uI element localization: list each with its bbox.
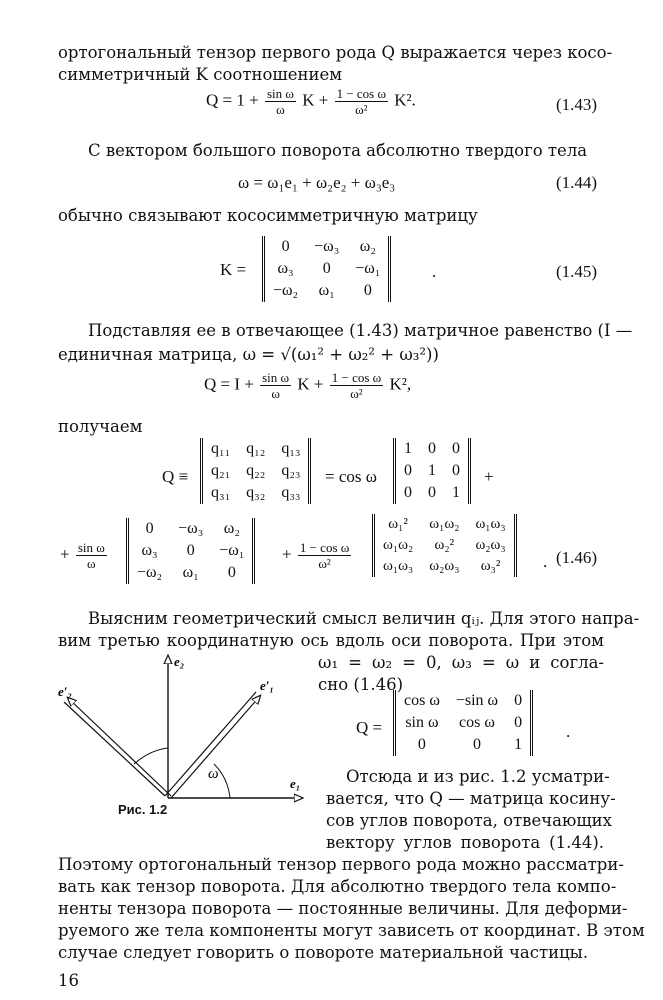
matrix-cell: 0 [363, 282, 372, 299]
matrix-cell: −ω₃ [178, 520, 204, 537]
axis-e2-prime-line-a [64, 702, 165, 796]
matrix-cell: 0 [404, 462, 412, 479]
eq146-lhs: Q ≡ [162, 467, 189, 486]
para6-line4: сно (1.46) [318, 675, 404, 694]
matrix-cell: 0 [322, 260, 331, 277]
matrix-cell: q₂₃ [281, 462, 301, 479]
para1-line2: симметричный K соотношением [58, 65, 343, 84]
eq143-f1-den: ω [276, 102, 285, 117]
eq146-second-line-mid [282, 540, 353, 571]
eq146-tail: . [543, 552, 548, 571]
matrix-cell: cos ω [404, 692, 440, 709]
para8-line1: Поэтому ортогональный тензор первого рода можно рассматри- [58, 855, 624, 874]
eq145-tail: . [432, 262, 437, 281]
para8-line3: ненты тензора поворота — постоянные величины. Для деформи- [58, 899, 628, 918]
eq143-f1-num: sin ω [266, 86, 294, 101]
para6-line1: Выясним геометрический смысл величин qᵢⱼ. Для этого напра- [88, 609, 640, 628]
eq143-f2-num: 1 − cos ω [336, 86, 387, 101]
matrix-cell: 1 [514, 736, 523, 753]
eqrot-lhs: Q = [356, 718, 383, 737]
eqq-f1-den: ω [271, 386, 280, 401]
matrix-cell: q₃₁ [211, 484, 231, 501]
matrix-cell: ω₁ω₃ [475, 516, 506, 532]
matrix-cell: −ω₃ [314, 238, 340, 255]
para6-line2: вим третью координатную ось вдоль оси поворота. При этом [58, 631, 604, 650]
matrix-cell: −sin ω [455, 692, 499, 709]
eq146-lead-plus: + [60, 544, 70, 564]
para7-line2: вается, что Q — матрица косину- [326, 789, 616, 808]
para7-line1: Отсюда и из рис. 1.2 усматри- [346, 767, 610, 786]
matrix-cell: 0 [145, 520, 154, 537]
eq145-matrix-k [262, 236, 391, 302]
eq146-fraction-2 [298, 540, 351, 571]
eq143-tail: K². [394, 90, 416, 110]
eqq-lhs: Q = I + [204, 374, 254, 394]
matrix-cell: 0 [452, 440, 460, 457]
label-e2-prime: e′₂ [58, 684, 72, 699]
para4-line2: единичная матрица, ω = √(ω₁² + ω₂² + ω₃²)) [58, 345, 439, 364]
matrix-cell: ω₁ [318, 282, 335, 299]
label-e1-prime: e′₁ [260, 678, 274, 693]
eq145-lhs: K = [220, 260, 247, 279]
eqq-mid: K + [297, 374, 324, 394]
eq146-plus-1: + [484, 467, 494, 486]
matrix-cell: 1 [452, 484, 460, 501]
eq144-number: (1.44) [556, 173, 598, 192]
figure-1-2 [52, 650, 314, 820]
matrix-cell: ω₁ω₂ [383, 537, 414, 553]
eq146-fraction-1 [76, 540, 107, 571]
matrix-cell: q₁₂ [246, 440, 266, 457]
matrix-cell: −ω₂ [137, 564, 163, 581]
rotation-arc-left [134, 748, 168, 764]
matrix-cell: ω₁ω₂ [429, 516, 460, 532]
eq143-number: (1.43) [556, 95, 598, 114]
matrix-cell: 0 [186, 542, 195, 559]
matrix-cell: 0 [452, 462, 460, 479]
matrix-cell: 0 [428, 484, 436, 501]
eq145-number: (1.45) [556, 262, 598, 281]
eq143-mid: K + [302, 90, 329, 110]
para6-line3: ω₁ = ω₂ = 0, ω₃ = ω и согла- [318, 653, 604, 672]
eq146-matrix-q [200, 438, 311, 504]
eq143-fraction-2 [335, 86, 388, 117]
eqrot-matrix [393, 690, 533, 756]
para1-line1: ортогональный тензор первого рода Q выражается через косо- [58, 43, 613, 62]
matrix-cell: 1 [404, 440, 412, 457]
matrix-cell: 0 [417, 736, 426, 753]
eqq-f1-num: sin ω [262, 370, 290, 385]
matrix-cell: 1 [428, 462, 436, 479]
equation-q-identity [204, 370, 411, 401]
eqrot-tail: . [566, 722, 571, 741]
matrix-cell: 0 [404, 484, 412, 501]
matrix-cell: ω₁² [388, 516, 408, 532]
para5-line1: получаем [58, 417, 143, 436]
matrix-cell: ω₂² [434, 537, 455, 553]
matrix-cell: cos ω [459, 714, 495, 731]
matrix-cell: 0 [281, 238, 290, 255]
para2-line1: С вектором большого поворота абсолютно твердого тела [88, 141, 588, 160]
matrix-cell: ω₂ [223, 520, 240, 537]
eqq-f2-num: 1 − cos ω [331, 370, 382, 385]
matrix-cell: −ω₁ [355, 260, 381, 277]
label-e2: e₂ [174, 654, 185, 669]
eq146-number: (1.46) [556, 548, 598, 567]
matrix-cell: ω₁ [182, 564, 199, 581]
eq146-plus-2: + [282, 544, 292, 564]
matrix-cell: 0 [227, 564, 236, 581]
eq143-lhs: Q = 1 + [206, 90, 259, 110]
matrix-cell: ω₂ω₃ [475, 537, 506, 553]
matrix-cell: q₁₃ [281, 440, 301, 457]
matrix-cell: 0 [428, 440, 436, 457]
label-e1: e₁ [290, 776, 301, 791]
matrix-cell: ω₂ω₃ [429, 558, 460, 574]
equation-1-44: ω = ω₁e₁ + ω₂e₂ + ω₃e₃ [238, 173, 396, 192]
matrix-cell: ω₂ [359, 238, 376, 255]
matrix-cell: q₃₂ [246, 484, 266, 501]
matrix-cell: sin ω [405, 714, 439, 731]
eq146-matrix-identity [393, 438, 471, 504]
page-number: 16 [58, 971, 79, 990]
figure-caption: Рис. 1.2 [118, 802, 168, 817]
eqq-f2-den: ω² [350, 386, 363, 401]
eq146-f1-num: sin ω [77, 540, 105, 555]
para3-line1: обычно связывают кососимметричную матрицу [58, 206, 478, 225]
matrix-cell: ω₃² [480, 558, 501, 574]
matrix-cell: 0 [472, 736, 481, 753]
para7-line3: сов углов поворота, отвечающих [326, 811, 612, 830]
para7-line4: вектору углов поворота (1.44). [326, 833, 604, 852]
eq146-second-line-lead [60, 540, 109, 571]
matrix-cell: q₂₂ [246, 462, 266, 479]
axis-e2-prime-arrow [68, 698, 171, 796]
label-omega: ω [208, 766, 219, 782]
eqq-fraction-2 [330, 370, 383, 401]
para8-line5: случае следует говорить о повороте материальной частицы. [58, 943, 589, 962]
matrix-cell: ω₁ω₃ [383, 558, 414, 574]
eqq-fraction-1 [260, 370, 291, 401]
matrix-cell: q₂₁ [211, 462, 231, 479]
matrix-cell: 0 [514, 692, 523, 709]
matrix-cell: ω₃ [141, 542, 158, 559]
para8-line2: вать как тензор поворота. Для абсолютно твердого тела компо- [58, 877, 617, 896]
para8-line4: руемого же тела компоненты могут зависеть от координат. В этом [58, 921, 645, 940]
matrix-cell: −ω₁ [219, 542, 245, 559]
eq146-f1-den: ω [87, 556, 96, 571]
eq146-f2-num: 1 − cos ω [299, 540, 350, 555]
eq146-matrix-k [126, 518, 255, 584]
matrix-cell: ω₃ [277, 260, 294, 277]
equation-1-43 [206, 86, 416, 117]
eqq-tail: K², [389, 374, 412, 394]
axis-e1-prime-arrow [171, 696, 260, 798]
matrix-cell: q₃₃ [281, 484, 301, 501]
eq146-f2-den: ω² [318, 556, 331, 571]
matrix-cell: −ω₂ [273, 282, 299, 299]
matrix-cell: q₁₁ [211, 440, 231, 457]
eq146-matrix-omega [372, 514, 517, 577]
eq143-fraction-1 [265, 86, 296, 117]
eq143-f2-den: ω² [355, 102, 368, 117]
eq146-mid: = cos ω [325, 467, 377, 486]
para4-line1: Подставляя ее в отвечающее (1.43) матричное равенство (I — [88, 321, 633, 340]
matrix-cell: 0 [514, 714, 523, 731]
